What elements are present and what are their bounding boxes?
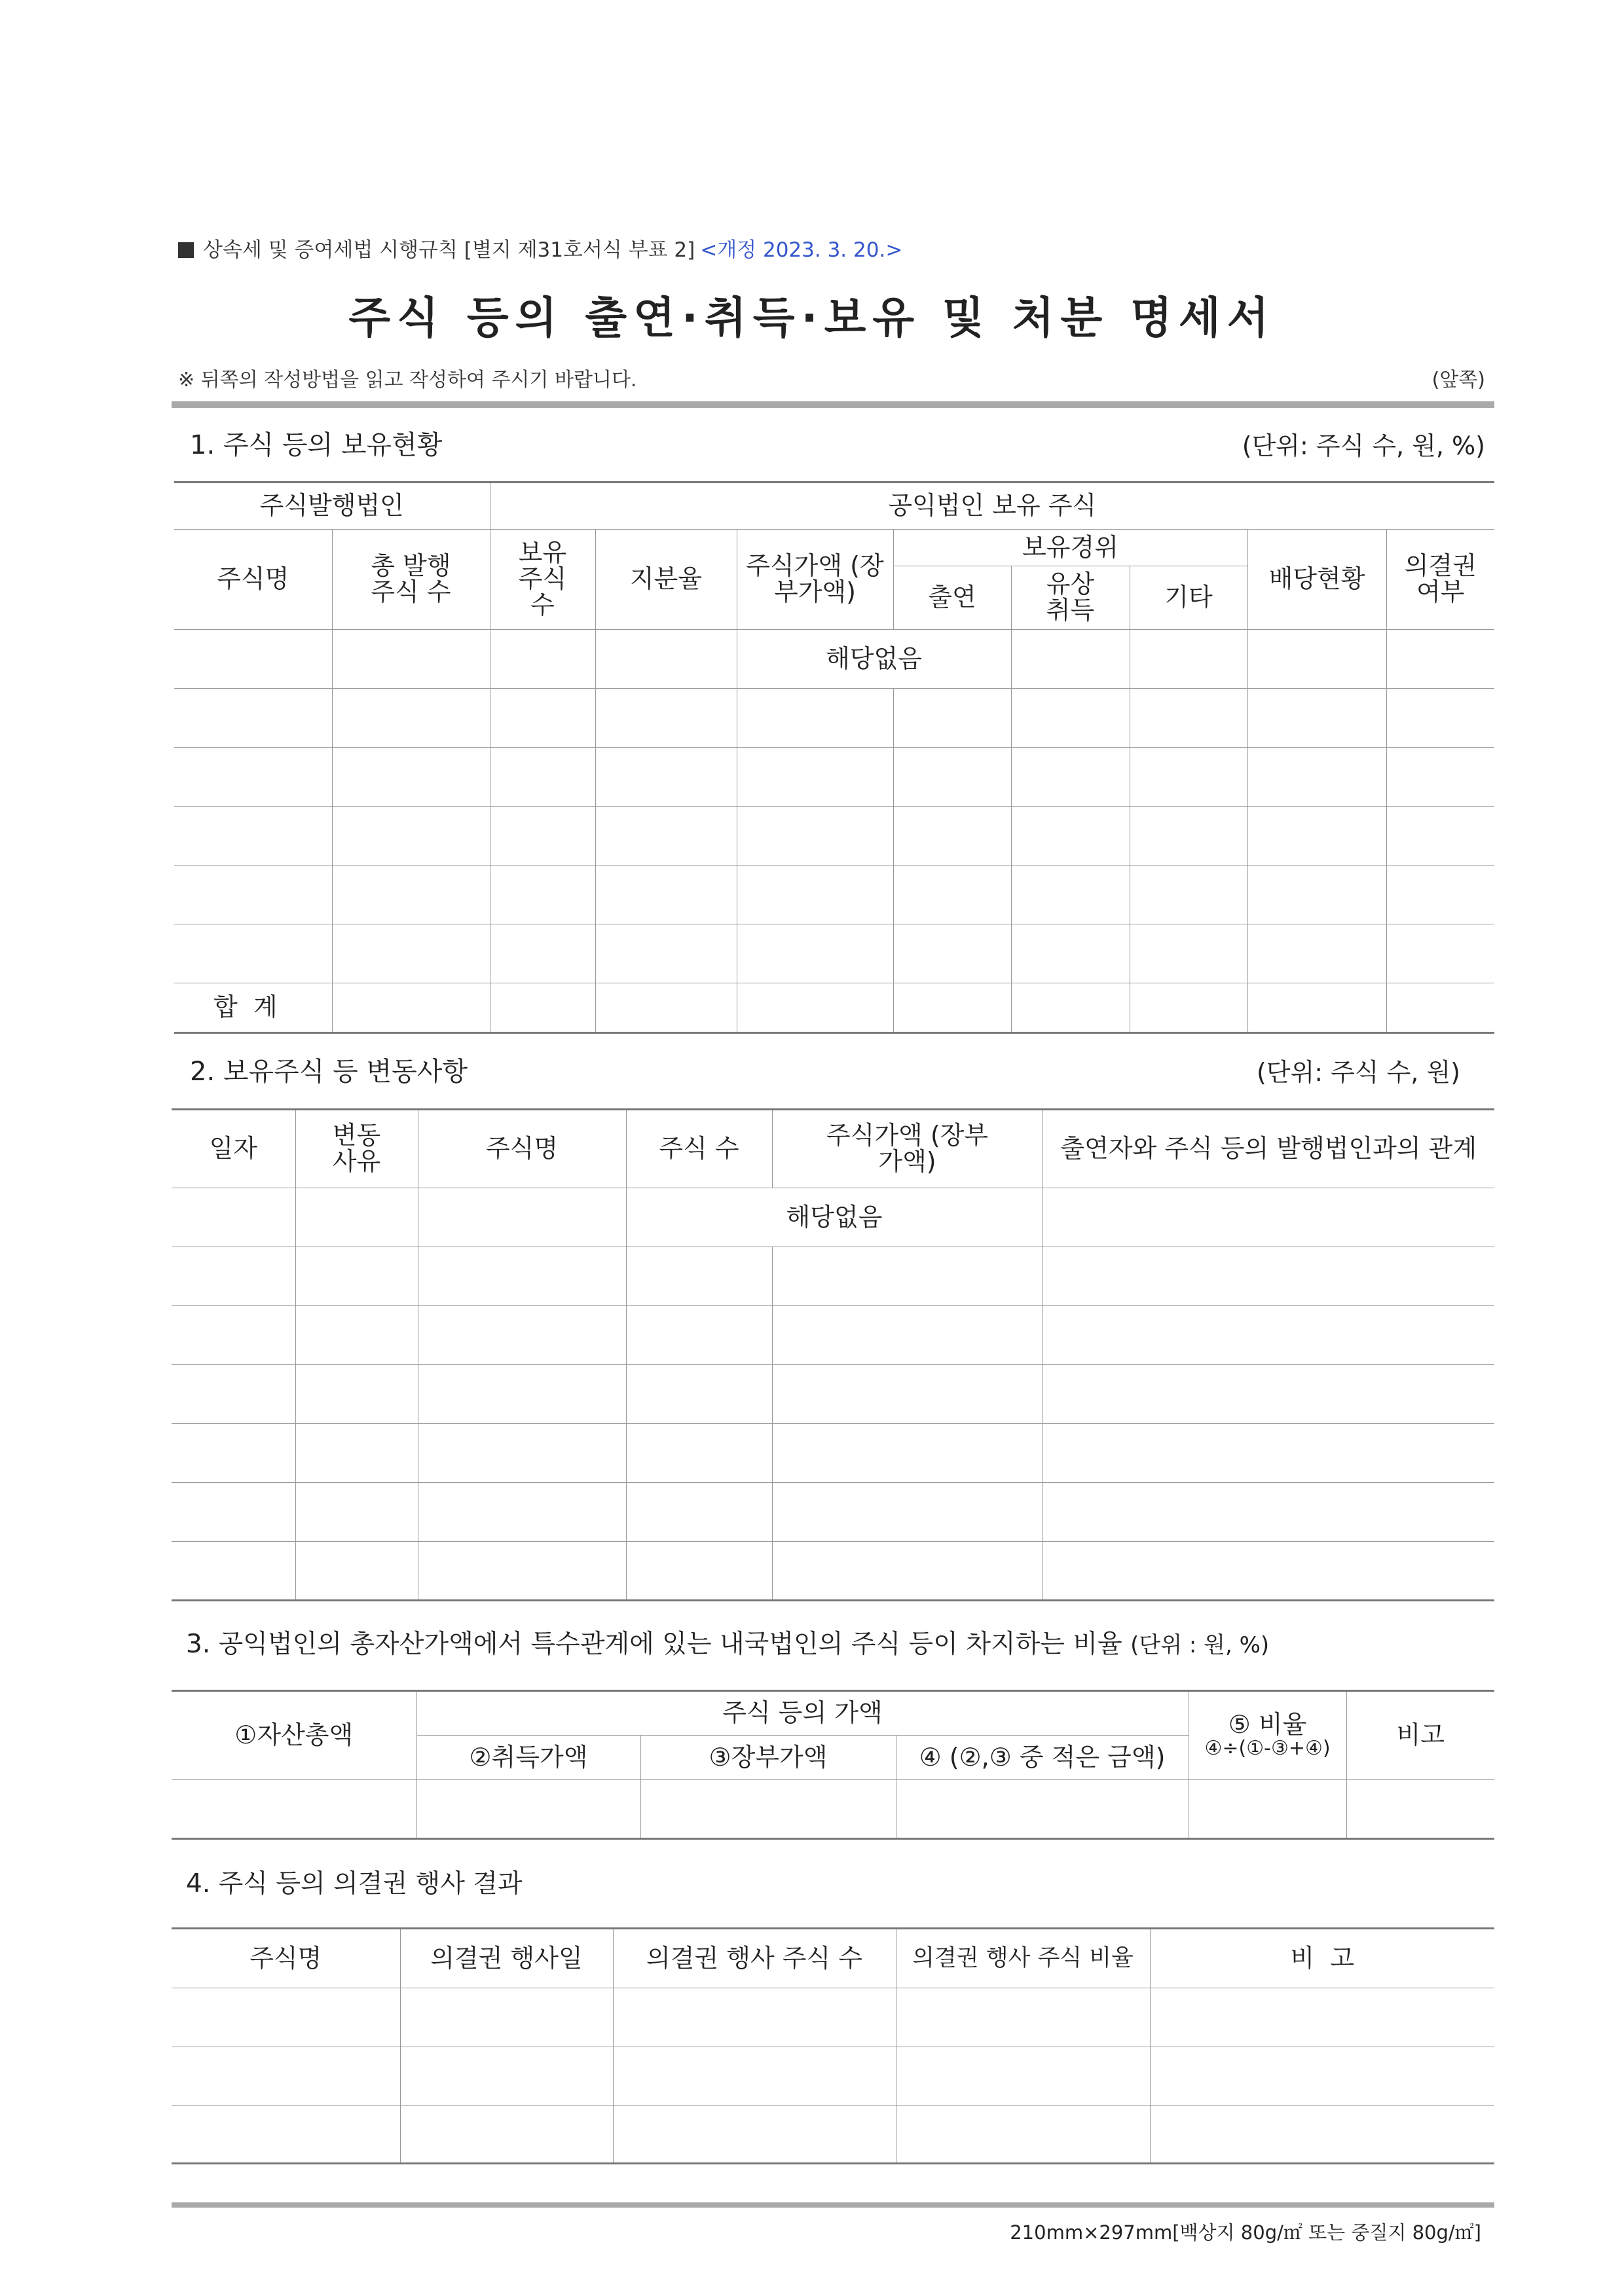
col-stock-value: 주식가액 (장부가액) — [772, 1110, 1043, 1188]
total-label: 합 계 — [174, 983, 332, 1033]
none-text: 해당없음 — [737, 630, 1011, 689]
col-remarks: 비 고 — [1150, 1929, 1494, 1988]
group-stock-value: 주식 등의 가액 — [416, 1691, 1189, 1736]
col-vote-shares: 의결권 행사 주식 수 — [613, 1929, 896, 1988]
section3-title: 3. 공익법인의 총자산가액에서 특수관계에 있는 내국법인의 주식 등이 차지하는 비율 — [186, 1630, 1122, 1659]
table-row — [172, 1780, 1494, 1839]
table-row — [172, 2106, 1494, 2164]
col-total-assets: ①자산총액 — [172, 1691, 416, 1780]
table-row — [172, 1424, 1494, 1483]
table-row — [172, 1247, 1494, 1306]
holdings-table — [174, 481, 1494, 1034]
col-date: 일자 — [172, 1110, 295, 1188]
col-ownership: 지분율 — [595, 530, 737, 630]
col-relationship: 출연자와 주식 등의 발행법인과의 관계 — [1043, 1110, 1494, 1188]
col-dividend: 배당현황 — [1247, 530, 1386, 630]
section2-heading: 2. 보유주식 등 변동사항 — [190, 1057, 468, 1087]
table-row — [172, 1542, 1494, 1601]
divider — [172, 2202, 1494, 2208]
table-row — [172, 1483, 1494, 1542]
col-vote-date: 의결권 행사일 — [400, 1929, 613, 1988]
table-row — [174, 748, 1494, 807]
table-row — [172, 1306, 1494, 1365]
section3-heading — [186, 1624, 1269, 1660]
col-acquisition-value: ②취득가액 — [416, 1736, 640, 1780]
col-voting: 의결권 여부 — [1386, 530, 1494, 630]
table-row — [174, 689, 1494, 748]
col-contribution: 출연 — [893, 566, 1011, 630]
total-row — [174, 983, 1494, 1033]
col-lesser-value: ④ (②,③ 중 적은 금액) — [896, 1736, 1189, 1780]
group-issuer: 주식발행법인 — [174, 483, 490, 530]
col-ratio — [1189, 1691, 1346, 1780]
col-vote-ratio: 의결권 행사 주식 비율 — [896, 1929, 1150, 1988]
group-acquisition: 보유경위 — [893, 530, 1247, 566]
col-paid-acq: 유상 취득 — [1011, 566, 1130, 630]
col-stock-name: 주식명 — [174, 530, 332, 630]
law-reference — [178, 233, 902, 263]
section2-unit: (단위: 주식 수, 원) — [1256, 1058, 1460, 1087]
col-held-shares: 보유 주식 수 — [490, 530, 595, 630]
section1-unit: (단위: 주식 수, 원, %) — [1242, 431, 1485, 460]
col-stock-value: 주식가액 (장부가액) — [737, 530, 893, 630]
section3-unit: (단위 : 원, %) — [1130, 1632, 1270, 1658]
page-title: 주식 등의 출연·취득·보유 및 처분 명세서 — [348, 293, 1276, 343]
changes-table — [172, 1108, 1494, 1601]
voting-table — [172, 1927, 1494, 2164]
table-row — [172, 1988, 1494, 2047]
col-other: 기타 — [1130, 566, 1247, 630]
table-row — [174, 866, 1494, 924]
table-row — [174, 630, 1494, 689]
instruction-note: ※ 뒤쪽의 작성방법을 읽고 작성하여 주시기 바랍니다. — [178, 369, 637, 392]
none-text: 해당없음 — [626, 1188, 1043, 1247]
col-remarks: 비고 — [1346, 1691, 1494, 1780]
section1-heading: 1. 주식 등의 보유현황 — [190, 430, 443, 460]
section4-heading: 4. 주식 등의 의결권 행사 결과 — [186, 1869, 523, 1899]
table-row — [172, 1188, 1494, 1247]
ratio-label: ⑤ 비율 — [1228, 1710, 1307, 1740]
revision-date: <개정 2023. 3. 20.> — [700, 238, 903, 262]
col-total-issued: 총 발행 주식 수 — [332, 530, 490, 630]
divider — [172, 401, 1494, 408]
table-row — [172, 1365, 1494, 1424]
col-stock-name: 주식명 — [418, 1110, 626, 1188]
table-row — [172, 2047, 1494, 2106]
page-side-label: (앞쪽) — [1431, 369, 1485, 392]
col-book-value: ③장부가액 — [640, 1736, 896, 1780]
paper-spec: 210mm×297mm[백상지 80g/㎡ 또는 중질지 80g/㎡] — [1010, 2221, 1481, 2244]
col-reason: 변동 사유 — [295, 1110, 418, 1188]
law-ref-text: 상속세 및 증여세법 시행규칙 [별지 제31호서식 부표 2] — [203, 238, 695, 262]
square-bullet-icon — [178, 242, 194, 258]
col-shares: 주식 수 — [626, 1110, 772, 1188]
ratio-table — [172, 1690, 1494, 1840]
col-stock-name: 주식명 — [172, 1929, 400, 1988]
ratio-formula: ④÷(①-③+④) — [1204, 1737, 1331, 1760]
group-holding: 공익법인 보유 주식 — [490, 483, 1494, 530]
table-row — [174, 924, 1494, 983]
table-row — [174, 807, 1494, 866]
